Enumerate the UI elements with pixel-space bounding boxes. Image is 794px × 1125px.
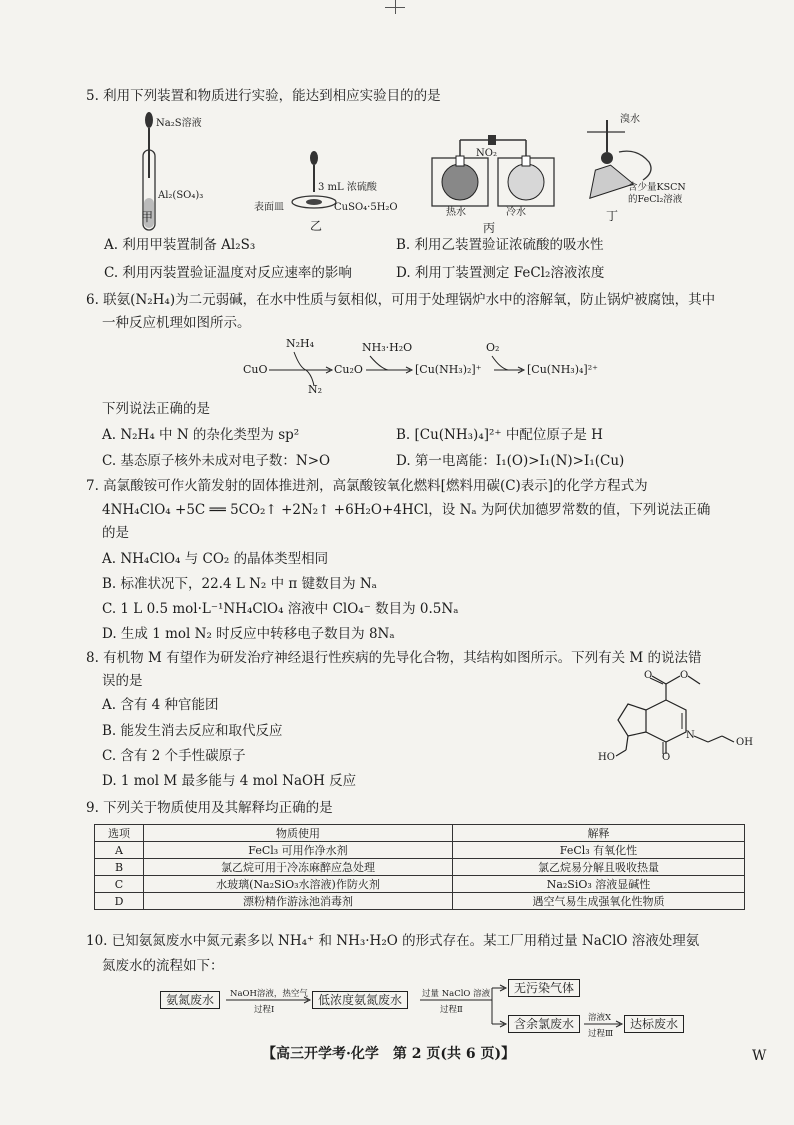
q10-stem-line1: 10. 已知氨氮废水中氮元素多以 NH₄⁺ 和 NH₃·H₂O 的形式存在。某工厂用稍过量 NaClO 溶液处理氨 bbox=[86, 933, 700, 949]
q6-cuo: CuO bbox=[243, 363, 268, 376]
m-atom-o2: O bbox=[680, 670, 689, 681]
ding-label: 丁 bbox=[606, 209, 619, 223]
flow-box-low-conc: 低浓度氨氮废水 bbox=[312, 991, 408, 1009]
flow-arrow2-bottom: 过程Ⅱ bbox=[440, 1005, 463, 1015]
q6-option-c: C. 基态原子核外未成对电子数：N>O bbox=[102, 453, 331, 469]
row-usage: FeCl₃ 可用作净水剂 bbox=[144, 842, 453, 859]
q6-n2: N₂ bbox=[308, 383, 323, 396]
q8-option-b: B. 能发生消去反应和取代反应 bbox=[102, 723, 283, 739]
q6-cu-nh3-4: [Cu(NH₃)₄]²⁺ bbox=[527, 363, 598, 376]
q8-stem-line1: 8. 有机物 M 有望作为研发治疗神经退行性疾病的先导化合物，其结构如图所示。下列有关 M 的说法错 bbox=[86, 650, 702, 666]
q6-stem-line1: 6. 联氨(N₂H₄)为二元弱碱，在水中性质与氨相似，可用于处理锅炉水中的溶解氧，防止锅炉被腐蚀，其中 bbox=[86, 292, 716, 308]
row-option: B bbox=[95, 859, 144, 876]
jia-label: 甲 bbox=[141, 210, 154, 224]
header-option: 选项 bbox=[95, 825, 144, 842]
q6-n2h4: N₂H₄ bbox=[286, 337, 315, 350]
jia-tube-label: Al₂(SO₄)₃ bbox=[158, 190, 204, 201]
corner-mark: W bbox=[752, 1048, 767, 1064]
row-usage: 氯乙烷可用于冷冻麻醉应急处理 bbox=[144, 859, 453, 876]
q8-option-c: C. 含有 2 个手性碳原子 bbox=[102, 748, 246, 764]
q6-option-d: D. 第一电离能：I₁(O)>I₁(N)>I₁(Cu) bbox=[396, 453, 625, 469]
q5-option-a: A. 利用甲装置制备 Al₂S₃ bbox=[104, 237, 256, 253]
row-option: D bbox=[95, 893, 144, 910]
yi-solid-label: CuSO₄·5H₂O bbox=[334, 202, 398, 213]
q6-o2: O₂ bbox=[486, 341, 500, 354]
row-option: A bbox=[95, 842, 144, 859]
row-option: C bbox=[95, 876, 144, 893]
q7-option-b: B. 标准状况下，22.4 L N₂ 中 π 键数目为 Nₐ bbox=[102, 576, 377, 592]
m-atom-n: N bbox=[686, 730, 695, 741]
q6-stem-line2: 一种反应机理如图所示。 bbox=[102, 315, 251, 331]
flow-arrow3-top: 溶液X bbox=[588, 1013, 612, 1023]
q6-option-b: B. [Cu(NH₃)₄]²⁺ 中配位原子是 H bbox=[396, 427, 603, 443]
bing-gas-label: NO₂ bbox=[476, 148, 497, 159]
flow-box-clean-gas: 无污染气体 bbox=[508, 979, 580, 997]
q7-option-c: C. 1 L 0.5 mol·L⁻¹NH₄ClO₄ 溶液中 ClO₄⁻ 数目为 0.5Nₐ bbox=[102, 601, 459, 617]
yi-dish-label: 表面皿 bbox=[254, 202, 284, 213]
q6-cu-nh3-2: [Cu(NH₃)₂]⁺ bbox=[415, 363, 482, 376]
q5-option-b: B. 利用乙装置验证浓硫酸的吸水性 bbox=[396, 237, 604, 253]
bing-label: 丙 bbox=[483, 221, 496, 235]
yi-reagent-label: 3 mL 浓硫酸 bbox=[318, 182, 377, 193]
q8-option-a: A. 含有 4 种官能团 bbox=[102, 697, 219, 713]
flow-arrow2-top: 过量 NaClO 溶液 bbox=[422, 989, 491, 999]
row-explanation: Na₂SiO₃ 溶液显碱性 bbox=[453, 876, 745, 893]
row-explanation: FeCl₃ 有氧化性 bbox=[453, 842, 745, 859]
ding-reagent-label: 溴水 bbox=[620, 114, 640, 125]
flow-box-compliant-water: 达标废水 bbox=[624, 1015, 684, 1033]
q8-option-d: D. 1 mol M 最多能与 4 mol NaOH 反应 bbox=[102, 773, 357, 789]
page-footer: 【高三开学考·化学 第 2 页(共 6 页)】 bbox=[262, 1046, 516, 1062]
q6-nh3h2o: NH₃·H₂O bbox=[362, 341, 413, 354]
m-atom-oh-left: HO bbox=[598, 752, 615, 763]
row-explanation: 氯乙烷易分解且吸收热量 bbox=[453, 859, 745, 876]
row-usage: 漂粉精作游泳池消毒剂 bbox=[144, 893, 453, 910]
flow-arrow1-bottom: 过程Ⅰ bbox=[254, 1005, 275, 1015]
bing-cold-label: 冷水 bbox=[506, 207, 526, 218]
q8-stem-line2: 误的是 bbox=[102, 673, 143, 689]
q5-stem: 5. 利用下列装置和物质进行实验，能达到相应实验目的的是 bbox=[86, 88, 441, 104]
ding-flask-label: 含少量KSCN的FeCl₂溶液 bbox=[628, 182, 686, 205]
q6-option-a: A. N₂H₄ 中 N 的杂化类型为 sp² bbox=[102, 427, 300, 443]
q6-ask: 下列说法正确的是 bbox=[102, 401, 210, 417]
yi-label: 乙 bbox=[310, 219, 323, 233]
m-atom-oh-right: OH bbox=[736, 737, 753, 748]
q7-stem-line2: 4NH₄ClO₄ +5C ══ 5CO₂↑ +2N₂↑ +6H₂O+4HCl，设 Nₐ 为阿伏加德罗常数的值，下列说法正确 bbox=[102, 502, 711, 518]
flow-box-ammonia-wastewater: 氨氮废水 bbox=[160, 991, 220, 1009]
q7-option-a: A. NH₄ClO₄ 与 CO₂ 的晶体类型相同 bbox=[102, 551, 329, 567]
row-explanation: 遇空气易生成强氧化性物质 bbox=[453, 893, 745, 910]
flow-arrow3-bottom: 过程Ⅲ bbox=[588, 1029, 614, 1039]
header-explanation: 解释 bbox=[453, 825, 745, 842]
q9-stem: 9. 下列关于物质使用及其解释均正确的是 bbox=[86, 800, 333, 816]
flow-arrow1-top: NaOH溶液，热空气 bbox=[230, 989, 308, 999]
q10-stem-line2: 氮废水的流程如下： bbox=[102, 958, 224, 974]
q7-stem-line1: 7. 高氯酸铵可作火箭发射的固体推进剂，高氯酸铵氧化燃料[燃料用碳(C)表示]的化学方程式为 bbox=[86, 478, 648, 494]
row-usage: 水玻璃(Na₂SiO₃水溶液)作防火剂 bbox=[144, 876, 453, 893]
m-atom-o3: O bbox=[662, 752, 671, 763]
header-usage: 物质使用 bbox=[144, 825, 453, 842]
q5-option-c: C. 利用丙装置验证温度对反应速率的影响 bbox=[104, 265, 352, 281]
flow-box-residual-chlorine: 含余氯废水 bbox=[508, 1015, 580, 1033]
m-atom-o1: O bbox=[644, 670, 653, 681]
q7-stem-line3: 的是 bbox=[102, 525, 129, 541]
q6-cu2o: Cu₂O bbox=[334, 363, 363, 376]
bing-hot-label: 热水 bbox=[446, 207, 466, 218]
q5-option-d: D. 利用丁装置测定 FeCl₂溶液浓度 bbox=[396, 265, 605, 281]
jia-reagent-label: Na₂S溶液 bbox=[156, 118, 202, 129]
q7-option-d: D. 生成 1 mol N₂ 时反应中转移电子数目为 8Nₐ bbox=[102, 626, 395, 642]
